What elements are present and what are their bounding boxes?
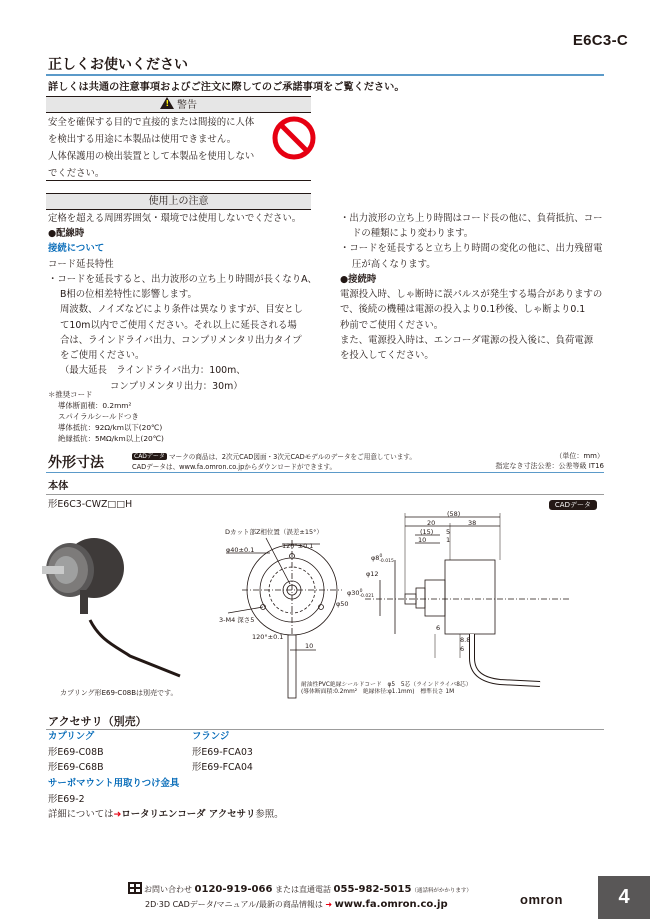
dim-58: (58) <box>447 510 461 518</box>
flange-heading: フランジ <box>192 731 230 742</box>
dim-angle-bottom: 120°±0.1 <box>252 633 284 641</box>
encoder-photo <box>42 538 180 676</box>
dim-phi40: φ40±0.1 <box>226 546 255 554</box>
usage-text: ドの種類により変わります。 <box>352 228 474 240</box>
section-intro: 詳しくは共通の注意事項およびご注文に際してのご承諾事項をご覧ください。 <box>48 82 405 93</box>
usage-text: 周波数、ノイズなどにより条件は異なりますが、目安とし <box>60 304 303 316</box>
footer-phone-1: 0120-919-066 <box>194 884 273 895</box>
flange-item: 形E69-FCA03 <box>192 746 253 758</box>
dim-5: 5 <box>446 528 451 536</box>
footer-direct-label: または直通電話 <box>274 885 331 894</box>
dim-cable-2: (導体断面積:0.2mm² 絶縁体径:φ1.1mm) 標準長さ 1M <box>301 689 455 695</box>
details-link[interactable]: ロータリエンコーダ アクセサリ <box>121 809 256 820</box>
coupling-list <box>48 729 104 776</box>
cable-note-line: 絶縁抵抗：5MΩ/km以上(20℃) <box>58 434 164 443</box>
cable-note-line: 導体断面積：0.2mm² <box>58 401 132 410</box>
cable-note-line: 導体抵抗：92Ω/km以下(20℃) <box>58 423 163 432</box>
cable-note-head: ＊推奨コード <box>48 390 93 399</box>
dim-20: 20 <box>427 519 436 527</box>
freedial-icon <box>128 882 142 894</box>
coupling-item: 形E69-C68B <box>48 762 104 773</box>
warning-line: を検出する用途に本製品は使用できません。 <box>48 134 237 145</box>
warning-label: 警告 <box>177 100 197 111</box>
product-model: E6C3-C <box>572 32 628 49</box>
footer-contact-label: お問い合わせ <box>144 885 192 894</box>
tolerance-label: 指定なき寸法公差：公差等級 IT16 <box>495 462 604 470</box>
arrow-icon: ➜ <box>113 809 122 820</box>
dim-6b: 6 <box>460 645 465 653</box>
dim-phi8: $\varphi 8^0$ -0.015 <box>371 554 394 564</box>
flange-list <box>192 729 253 776</box>
extension-heading: コード延長特性 <box>48 258 114 270</box>
warning-icon <box>160 97 174 109</box>
warning-line: でください。 <box>48 168 105 179</box>
details-reference <box>48 807 284 822</box>
coupling-item: 形E69-C08B <box>48 746 104 758</box>
accessories-rule <box>46 729 604 730</box>
usage-text: 秒前でご使用ください。 <box>340 319 444 331</box>
usage-text: をご使用ください。 <box>60 350 145 362</box>
dim-phi12: φ12 <box>366 570 379 578</box>
footer-contact <box>128 882 472 911</box>
servo-item: 形E69-2 <box>48 793 85 805</box>
coupling-heading: カプリング <box>48 731 95 742</box>
cad-note-line: マークの商品は、2次元CAD図面・3次元CADモデルのデータをご用意しています。 <box>169 453 416 461</box>
part-model: 形E6C3-CWZ□□H <box>48 499 133 510</box>
wiring-heading: ●配線時 <box>48 228 85 240</box>
usage-text: コンプリメンタリ出力：30m） <box>110 380 243 392</box>
dim-m4: 3-M4 深さ5 <box>219 616 255 624</box>
omron-logo: omron <box>520 892 563 907</box>
flange-item: 形E69-FCA04 <box>192 762 253 773</box>
warning-line: 安全を確保する目的で直接的または間接的に人体 <box>48 117 255 128</box>
dim-phi30: $\varphi 30^0$ -0.021 <box>347 589 374 599</box>
footer-charge-note: （通話料がかかります） <box>411 888 472 894</box>
dim-10: 10 <box>305 642 314 650</box>
accessories-title: アクセサリ（別売） <box>48 715 147 728</box>
section-rule <box>46 74 604 76</box>
usage-right-column <box>340 211 610 363</box>
side-view <box>365 513 570 684</box>
cad-note-line: CADデータは、www.fa.omron.co.jpからダウンロードができます。 <box>132 462 337 471</box>
usage-text: 定格を超える周囲雰囲気・環境では使用しないでください。 <box>48 213 302 224</box>
dim-10b: 10 <box>418 536 427 544</box>
connection-heading: 接続について <box>48 243 105 255</box>
dim-15: (15) <box>420 528 434 536</box>
cable-note-line: スパイラルシールドつき <box>58 412 139 421</box>
details-pre: 詳細については <box>48 809 114 820</box>
usage-text: 圧が高くなります。 <box>352 258 436 270</box>
dim-6: 6 <box>436 624 441 632</box>
warning-rule <box>46 180 311 181</box>
details-post: 参照。 <box>255 809 284 820</box>
footer-cad-info: 2D·3D CADデータ/マニュアル/最新の商品情報は <box>145 900 323 909</box>
dimensions-rule <box>46 472 604 473</box>
warning-header <box>46 96 311 113</box>
usage-text: また、電源投入時は、エンコーダ電源の投入後に、負荷電源 <box>340 334 594 346</box>
coupling-caption: カプリング形E69-C08Bは別売です。 <box>60 689 178 697</box>
dim-phi50: φ50 <box>336 600 349 608</box>
usage-header: 使用上の注意 <box>46 193 311 210</box>
connection-time-heading: ●接続時 <box>340 273 377 285</box>
usage-text: 合は、ラインドライバ出力、コンプリメンタリ出力タイプ <box>60 334 302 346</box>
servo-heading: サーボマウント用取りつけ金具 <box>48 778 180 789</box>
dim-angle-top: 120°±0.1 <box>282 542 314 550</box>
usage-text: で、後続の機種は電源の投入より0.1秒後、しゃ断より0.1 <box>340 304 586 316</box>
usage-text: （最大延長 ラインドライバ出力：100m、 <box>60 365 246 377</box>
footer-arrow-icon: ➜ <box>325 900 333 909</box>
unit-note <box>496 451 604 471</box>
dim-dcut: Dカット部Z相位置（誤差±15°） <box>225 528 323 536</box>
dim-1: 1 <box>446 536 451 544</box>
usage-text: を投入してください。 <box>340 350 434 362</box>
dim-8-8: 8.8 <box>460 636 471 644</box>
footer-url[interactable]: www.fa.omron.co.jp <box>334 899 448 910</box>
page-number: 4 <box>598 876 650 919</box>
servo-mount <box>48 776 179 807</box>
warning-line: 人体保護用の検出装置として本製品を使用しない <box>48 151 255 162</box>
dimension-drawing <box>20 508 640 708</box>
cad-mark-badge: CADデータ <box>134 453 165 460</box>
usage-text: B相の位相差特性に影響します。 <box>60 289 197 301</box>
usage-text: ・コードを延長すると立ち上り時間の変化の他に、出力残留電 <box>340 243 603 255</box>
dim-38: 38 <box>468 519 477 527</box>
unit-label: （単位：mm） <box>555 452 604 460</box>
usage-text: て10m以内でご使用ください。それ以上に延長される場 <box>60 319 297 331</box>
dimensions-title: 外形寸法 <box>48 455 104 471</box>
body-label: 本体 <box>48 481 69 492</box>
usage-text: ・コードを延長すると、出力波形の立ち上り時間が長くなりA、 <box>48 273 317 285</box>
usage-text: 電源投入時、しゃ断時に誤パルスが発生する場合がありますの <box>340 289 603 301</box>
usage-left-column <box>48 211 318 394</box>
warning-symbol: ! <box>165 99 170 108</box>
prohibition-icon <box>270 114 318 162</box>
footer-phone-2: 055-982-5015 <box>333 884 412 895</box>
warning-text <box>48 114 263 182</box>
section-title: 正しくお使いください <box>48 57 188 73</box>
cad-note <box>132 453 472 472</box>
usage-text: ・出力波形の立ち上り時間はコード長の他に、負荷抵抗、コー <box>340 213 603 224</box>
cable-note <box>48 389 268 444</box>
dim-cable-1: 耐油性PVC絶縁シールドコード φ5 5芯（ラインドライバ8芯） <box>301 682 472 688</box>
cad-data-button[interactable]: CADデータ <box>549 500 597 510</box>
body-rule <box>46 494 604 495</box>
